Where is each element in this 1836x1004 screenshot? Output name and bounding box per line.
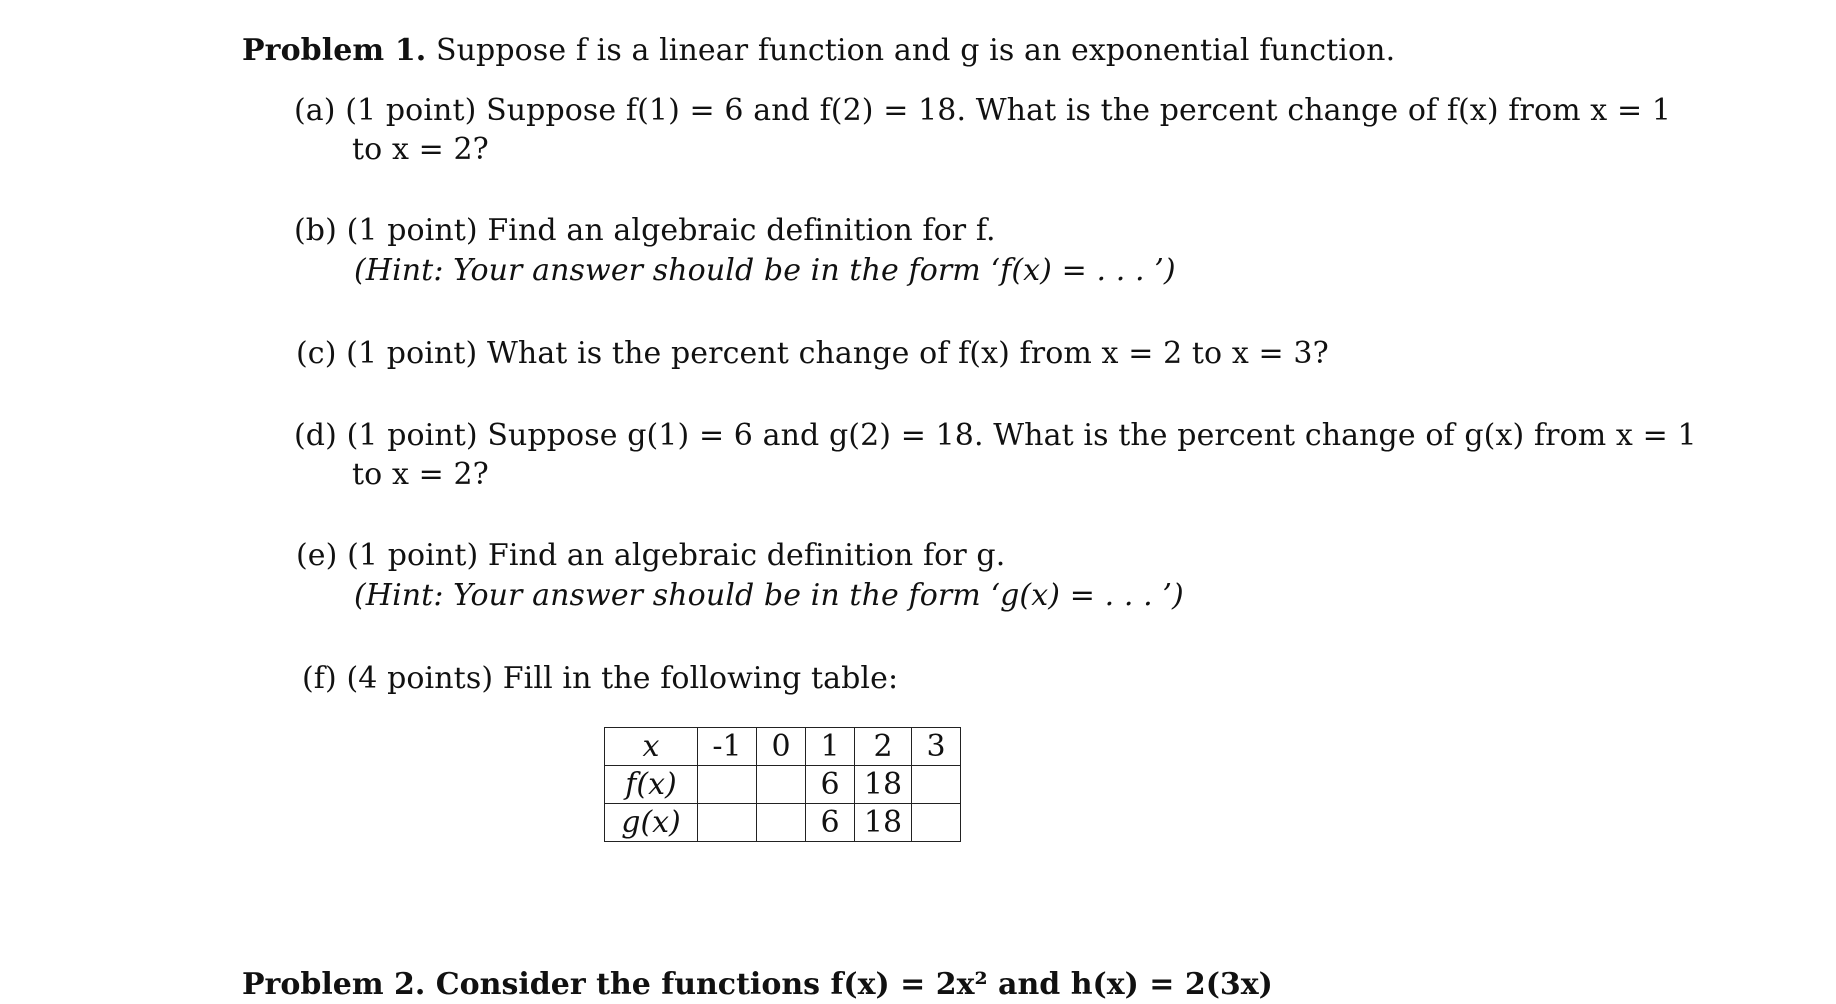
part-f-line-1 xyxy=(302,660,898,698)
part-e-points: (1 point) xyxy=(347,538,479,573)
part-b-text: Find an algebraic definition for f. xyxy=(487,213,996,248)
problem-1-intro: Suppose f is a linear function and g is an exponential function. xyxy=(435,33,1396,68)
part-f-points: (4 points) xyxy=(346,661,494,696)
part-a-line-1 xyxy=(294,92,1671,130)
part-a-points: (1 point) xyxy=(345,93,477,128)
part-c-label: (c) xyxy=(296,336,337,371)
part-f-label: (f) xyxy=(302,661,337,696)
part-d-label: (d) xyxy=(294,418,337,453)
part-b-label: (b) xyxy=(294,213,337,248)
part-e-text: Find an algebraic definition for g. xyxy=(487,538,1006,573)
table-header-cell: 3 xyxy=(912,728,961,766)
part-d-text: Suppose g(1) = 6 and g(2) = 18. What is the percent change of g(x) from x = 1 xyxy=(487,418,1697,453)
part-d-line-1 xyxy=(294,417,1697,455)
table-header-cell: x xyxy=(605,728,698,766)
part-d-line-2: to x = 2? xyxy=(352,457,489,492)
part-a-text: Suppose f(1) = 6 and f(2) = 18. What is the percent change of f(x) from x = 1 xyxy=(486,93,1672,128)
part-c-text: What is the percent change of f(x) from x = 2 to x = 3? xyxy=(486,336,1329,371)
table-cell[interactable] xyxy=(757,766,806,804)
part-a-line-2: to x = 2? xyxy=(352,132,489,167)
next-problem-fragment: Problem 2. Consider the functions f(x) = 2x² and h(x) = 2(3x) xyxy=(242,967,1273,1002)
part-e-hint: (Hint: Your answer should be in the form ‘g(x) = . . . ’) xyxy=(354,578,1184,613)
problem-1-label: Problem 1. xyxy=(242,33,427,68)
table-cell[interactable] xyxy=(698,804,757,842)
table-row-label: g(x) xyxy=(605,804,698,842)
table-row xyxy=(605,804,961,842)
table-header-row xyxy=(605,728,961,766)
table-row-label: f(x) xyxy=(605,766,698,804)
table-cell[interactable] xyxy=(757,804,806,842)
table-cell[interactable] xyxy=(912,804,961,842)
table-cell: 6 xyxy=(806,766,855,804)
part-a-label: (a) xyxy=(294,93,336,128)
part-c-points: (1 point) xyxy=(346,336,478,371)
table-cell: 18 xyxy=(855,804,912,842)
part-b-hint: (Hint: Your answer should be in the form ‘f(x) = . . . ’) xyxy=(354,253,1176,288)
table-row xyxy=(605,766,961,804)
part-b-points: (1 point) xyxy=(346,213,478,248)
part-c-line-1 xyxy=(296,335,1329,373)
part-b-line-1 xyxy=(294,212,996,250)
problem-1-heading-line xyxy=(242,32,1395,70)
table-cell: 18 xyxy=(855,766,912,804)
table-header-cell: 2 xyxy=(855,728,912,766)
table-header-cell: 1 xyxy=(806,728,855,766)
table-cell[interactable] xyxy=(912,766,961,804)
part-e-line-1 xyxy=(296,537,1005,575)
table-cell: 6 xyxy=(806,804,855,842)
table-header-cell: -1 xyxy=(698,728,757,766)
part-e-label: (e) xyxy=(296,538,338,573)
part-f-text: Fill in the following table: xyxy=(502,661,899,696)
table-header-cell: 0 xyxy=(757,728,806,766)
values-table xyxy=(604,727,961,842)
table-cell[interactable] xyxy=(698,766,757,804)
part-d-points: (1 point) xyxy=(346,418,478,453)
